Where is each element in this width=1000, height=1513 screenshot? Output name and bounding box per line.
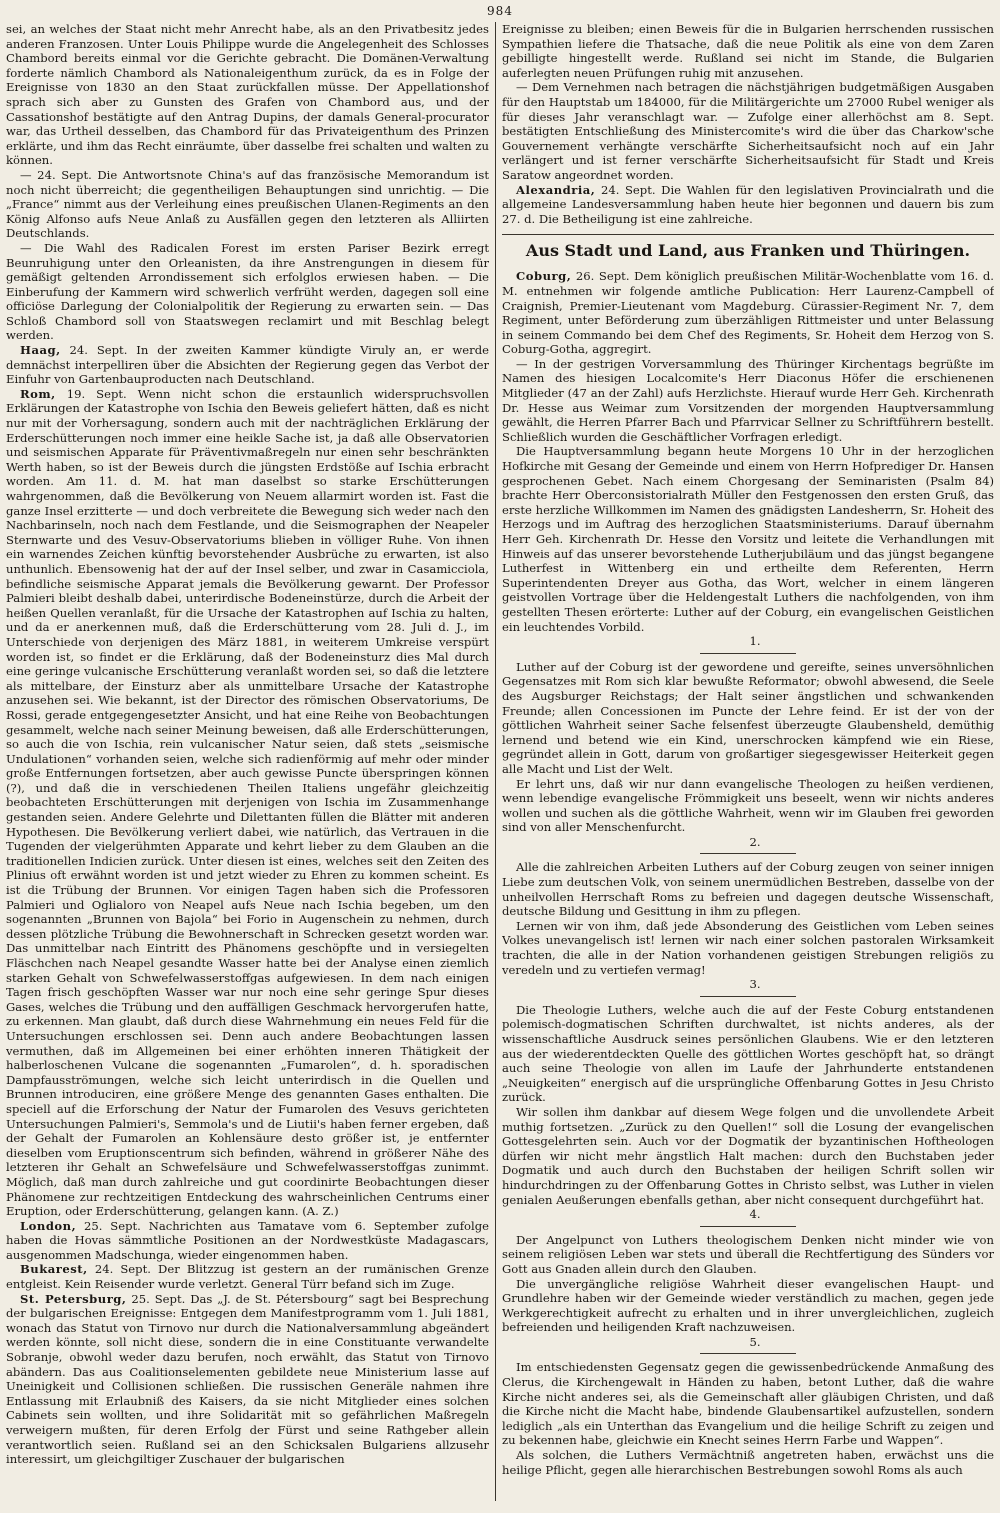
thesis-rule xyxy=(700,996,796,997)
thesis-paragraph: Die unvergängliche religiöse Wahrheit dieser evangelischen Haupt- und Grundlehre haben wir der Gemeinde wieder verständlich zu machen, gegen jede Werkgerechtigkeit aufrecht zu erhalten und in ihrer unvergleichlichen, zugleich befreienden und heiligenden Kraft nachzuweisen. xyxy=(502,1276,994,1335)
article-text: 19. Sept. Wenn nicht schon die erstaunlich widerspruchsvollen Erklärungen der Katastrophe von Ischia den Beweis geliefert hätten, daß es nicht nur mit der Vorhersagung, sondern auch mit der nachträglichen Erklärung der Erderschütterungen noch immer eine heikle Sache ist, ja daß alle Observatorien und seismischen Apparate für Präventivmaßregeln nur einen sehr beschränkten Werth haben, so ist der Beweis durch die jüngsten Erdstöße auf Ischia erbracht worden. Am 11. d. M. hat man daselbst so starke Erschütterungen wahrgenommen, daß die Bevölkerung von Neuem allarmirt worden ist. Fast die ganze Insel erzitterte — und doch verbreitete die Bewegung sich weder nach den Nachbarinseln, noch nach dem Festlande, und die Seismographen der Neapeler Sternwarte und des Vesuv-Observatoriums blieben in völliger Ruhe. Von ihnen ein warnendes Zeichen künftig bevorstehender Ausbrüche zu erwarten, ist also unthunlich. Ebensowenig hat der auf der Insel selber, und zwar in Casamicciola, befindliche seismische Apparat jemals die Bevölkerung gewarnt. Der Professor Palmieri bleibt deshalb dabei, unterirdische Bodeneinstürze, durch die Arbeit der heißen Quellen veranlaßt, für die Ursache der Katastrophen auf Ischia zu halten, und da er anerkennen muß, daß die Erderschütterung vom 28. Juli d. J., im Unterschiede von derjenigen des März 1881, in weiterem Umkreise verspürt worden ist, so findet er die Erklärung, daß der Bodeneinsturz dies Mal durch eine geringe vulcanische Erschütterung veranlaßt worden sei, so daß die letztere als mittelbare, der Einsturz aber als unmittelbare Ursache der Katastrophe anzusehen sei. Wie bekannt, ist der Director des römischen Observatoriums, De Rossi, gerade entgegengesetzter Ansicht, und hat eine Reihe von Beobachtungen gesammelt, welche nach seiner Meinung beweisen, daß alle Erderschütterungen, so auch die von Ischia, rein vulcanischer Natur seien, daß stets „seismische Undulationen“ vorhanden seien, welche sich radienförmig auf mehr oder minder große Entfernungen fortsetzen, aber auch gewisse Puncte überspringen können (?), und daß die in verschiedenen Theilen Italiens ungefähr gleichzeitig beobachteten Erschütterungen mit derjenigen von Ischia im Zusammenhange gestanden seien. Andere Gelehrte und Dilettanten füllen die Blätter mit anderen Hypothesen. Die Bevölkerung verliert dabei, wie natürlich, das Vertrauen in die Tugenden der vielgerühmten Apparate und kehrt lieber zu dem Glauben an die traditionellen Indicien zurück. Unter diesen ist eines, welches seit den Zeiten des Plinius oft erwähnt worden ist und jetzt wieder zu Ehren zu kommen scheint. Es ist die Trübung der Brunnen. Vor einigen Tagen haben sich die Professoren Palmieri und Oglialoro von Neapel aufs Neue nach Ischia begeben, um den sogenannten „Brunnen von Bajola“ bei Forio in Augenschein zu nehmen, durch dessen plötzliche Trübung die Bewohnerschaft in Schrecken gesetzt worden war. Das unmittelbar nach Eintritt des Phänomens geschöpfte und in versiegelten Fläschchen nach Neapel gesandte Wasser hatte bei der Analyse einen ziemlich starken Gehalt von Schwefelwasserstoffgas aufgewiesen. In dem nach einigen Tagen frisch geschöpften Wasser war nur noch eine sehr geringe Spur dieses Gases, welches die Trübung und den auffälligen Geschmack hervorgerufen hatte, zu erkennen. Man glaubt, daß durch diese Wahrnehmung ein neues Feld für die Untersuchungen erschlossen sei. Denn auch andere Beobachtungen lassen vermuthen, daß im Allgemeinen bei einer erhöhten inneren Thätigkeit der halberloschenen Vulcane die sogenannten „Fumarolen“, d. h. sporadischen Dampfausströmungen, welche sich leicht unterirdisch in die Quellen und Brunnen introduciren, eine größere Menge des genannten Gases enthalten. Die speciell auf die Erforschung der Natur der Fumarolen des Vesuvs gerichteten Untersuchungen Palmieri's, Semmola's und de Liutii's haben ferner ergeben, daß der Gehalt der Fumarolen an Kohlensäure desto größer ist, je entfernter dieselben vom Eruptionscentrum sich befinden, während in größerer Nähe des letzteren ihr Gehalt an Schwefelsäure und Schwefelwasserstoffgas zunimmt. Möglich, daß man durch zahlreiche und gut coordinirte Beobachtungen dieser Phänomene zur rechtzeitigen Entdeckung des wahrscheinlichen Centrums einer Eruption, oder Erderschütterung, gelangen kann. (A. Z.) xyxy=(6,386,489,1219)
dateline-place: Rom, xyxy=(20,386,56,401)
article-text: — 24. Sept. Die Antwortsnote China's auf das französische Memorandum ist noch nicht überreicht; die gegentheiligen Behauptungen sind unrichtig. — Die „France“ nimmt aus der Verleihung eines preußischen Ulanen-Regiments an den König Alfonso aufs Neue Anlaß zu Ausfällen gegen den letzteren als Alliirten Deutschlands. xyxy=(6,167,489,241)
article-paragraph xyxy=(502,444,994,634)
thesis-paragraph: Die Theologie Luthers, welche auch die auf der Feste Coburg entstandenen polemisch-dogmatischen Schriften durchwaltet, ist nichts anderes, als der wissenschaftliche Ausdruck seines persönlichen Glaubens. Wie er den letzteren aus der wiederentdeckten Quelle des göttlichen Wortes geschöpft hat, so drängt auch seine Theologie von allen im Laufe der Jahrhunderte entstandenen „Neuigkeiten“ energisch auf die ursprüngliche Offenbarung Gottes in Jesu Christo zurück. xyxy=(502,1002,994,1105)
thesis-paragraph: Als solchen, die Luthers Vermächtniß angetreten haben, erwächst uns die heilige Pflicht, gegen alle hierarchischen Bestrebungen sowohl Roms als auch xyxy=(502,1448,994,1477)
article-paragraph xyxy=(6,387,489,1219)
article-paragraph xyxy=(6,1219,489,1263)
article-text: — Dem Vernehmen nach betragen die nächstjährigen budgetmäßigen Ausgaben für den Hauptstab um 184000, für die Militärgerichte um 27000 Rubel weniger als für dieses Jahr veranschlagt war. — Zufolge einer allerhöchst am 8. Sept. bestätigten Entschließung des Ministercomite's wird die über das Charkow'sche Gouvernement verhängte verschärfte Sicherheitsaufsicht noch auf ein Jahr verlängert und ist ferner verschärfte Sicherheitsaufsicht für Stadt und Kreis Saratow angeordnet worden. xyxy=(502,80,994,182)
thesis-paragraph: Im entschiedensten Gegensatz gegen die gewissenbedrückende Anmaßung des Clerus, die Kirchengewalt in Händen zu haben, betont Luther, daß die wahre Kirche nicht anderes sei, als die Gemeinschaft aller gläubigen Christen, und daß die Kirche nicht die Macht habe, bindende Glaubensartikel aufzustellen, sondern lediglich „als ein Unterthan das Evangelium und die heilige Schrift zu zeigen und zu bekennen habe, gleichwie ein Knecht seines Herrn Farbe und Wappen“. xyxy=(502,1360,994,1448)
article-text: 24. Sept. Die Wahlen für den legislativen Provincialrath und die allgemeine Landesversammlung haben heute hier begonnen und dauern bis zum 27. d. Die Betheiligung ist eine zahlreiche. xyxy=(502,182,994,226)
article-paragraph xyxy=(6,343,489,387)
regional-news-articles xyxy=(502,269,994,634)
thesis-paragraph: Wir sollen ihm dankbar auf diesem Wege folgen und die unvollendete Arbeit muthig fortsetzen. „Zurück zu den Quellen!“ soll die Losung der evangelischen Gottesgelehrten sein. Auch vor der Dogmatik der byzantinischen Hoftheologen dürfen wir nicht mehr ängstlich Halt machen: durch den Buchstaben jeder Dogmatik und auch durch den Buchstaben der heiligen Schrift sollen wir hindurchdringen zu der Offenbarung Gottes in Christo selbst, was Luther in vielen genialen Aeußerungen ebenfalls gethan, aber nicht consequent durchgeführt hat. xyxy=(502,1104,994,1207)
thesis-number: 4. xyxy=(749,1207,761,1222)
dateline-place: Bukarest, xyxy=(20,1262,88,1277)
article-text: 24. Sept. In der zweiten Kammer kündigte Viruly an, er werde demnächst interpelliren über die Absichten der Regierung gegen das Verbot der Einfuhr von Gartenbauproducten nach Deutschland. xyxy=(6,343,489,387)
thesis-paragraph: Der Angelpunct von Luthers theologischem Denken nicht minder wie von seinem religiösen Leben war stets und überall die Rechtfertigung des Sünders vor Gott aus Gnaden allein durch den Glauben. xyxy=(502,1232,994,1276)
article-paragraph xyxy=(6,1262,489,1291)
column-divider xyxy=(495,22,496,1501)
right-column xyxy=(502,22,994,1501)
article-text: 26. Sept. Dem königlich preußischen Militär-Wochenblatte vom 16. d. M. entnehmen wir folgende amtliche Publication: Herr Laurenz-Campbell of Craignish, Premier-Lieutenant vom Magdeburg. Cürassier-Regiment Nr. 7, dem Regiment, unter Beförderung zum überzähligen Rittmeister und unter Belassung in seinem Commando bei dem Chef des Regiments, Sr. Hoheit dem Herzog von S. Coburg-Gotha, aggregirt. xyxy=(502,269,994,357)
article-paragraph xyxy=(502,269,994,357)
dateline-place: Coburg, xyxy=(516,269,572,284)
section-title: Aus Stadt und Land, aus Franken und Thüringen. xyxy=(502,234,994,261)
article-paragraph xyxy=(502,183,994,227)
thesis-rule xyxy=(700,1353,796,1354)
theses-list xyxy=(502,634,994,1477)
dateline-place: Haag, xyxy=(20,343,61,358)
article-text: Die Hauptversammlung begann heute Morgens 10 Uhr in der herzoglichen Hofkirche mit Gesang der Gemeinde und einem von Herrn Hofprediger Dr. Hansen gesprochenen Gebet. Nach einem Chorgesang der Seminaristen (Psalm 84) brachte Herr Oberconsistorialrath Müller den Festgenossen den ersten Gruß, das erste herzliche Willkommen im Namen des gnädigsten Landesherrn, Sr. Hoheit des Herzogs und im Auftrag des herzoglichen Staatsministeriums. Darauf übernahm Herr Geh. Kirchenrath Dr. Hesse den Vorsitz und leitete die Verhandlungen mit Hinweis auf das unserer bevorstehende Lutherjubiläum und das jüngst begangene Lutherfest in Wittenberg ein und ertheilte dem Referenten, Herrn Superintendenten Dreyer aus Gotha, das Wort, welcher in einem längeren geistvollen Vortrage über die Heldengestalt Luthers die nachfolgenden, von ihm gestellten Thesen erörterte: Luther auf der Coburg, ein evangelischen Geistlichen ein leuchtendes Vorbild. xyxy=(502,444,994,634)
article-text: sei, an welches der Staat nicht mehr Anrecht habe, als an den Privatbesitz jedes anderen Franzosen. Unter Louis Philippe wurde die Angelegenheit des Schlosses Chambord bereits einmal vor die Gerichte gebracht. Die Domänen-Verwaltung forderte nämlich Chambord als Nationaleigenthum zurück, da es in Folge der Ereignisse von 1830 an den Staat zurückfallen müsse. Der Appellationshof sprach sich aber zu Gunsten des Grafen von Chambord aus, und der Cassationshof bestätigte auf den Antrag Dupins, der damals General-procurator war, das Urtheil desselben, das Chambord für das Privateigenthum des Prinzen erklärte, und ihm das Recht einräumte, über dasselbe frei schalten und walten zu können. xyxy=(6,22,489,168)
article-paragraph xyxy=(6,241,489,343)
dateline-place: Alexandria, xyxy=(516,182,596,197)
article-text: — In der gestrigen Vorversammlung des Thüringer Kirchentags begrüßte im Namen des hiesigen Localcomite's Herr Diaconus Höfer die erschienenen Mitglieder (47 an der Zahl) aufs Herzlichste. Hierauf wurde Herr Geh. Kirchenrath Dr. Hesse aus Weimar zum Vorsitzenden der morgenden Hauptversammlung gewählt, die Herren Pfarrer Bach und Pfarrvicar Sellner zu Schriftführern bestellt. Schließlich wurden die Geschäftlicher Vorfragen erledigt. xyxy=(502,356,994,444)
article-text: Ereignisse zu bleiben; einen Beweis für die in Bulgarien herrschenden russischen Sympathien liefere die Thatsache, daß die neue Politik als eine von dem Zaren gebilligte hingestellt werde. Rußland sei nicht im Stande, die Bulgarien auferlegten neuen Prüfungen ruhig mit anzusehen. xyxy=(502,22,994,80)
article-paragraph xyxy=(6,168,489,241)
thesis-paragraph: Lernen wir von ihm, daß jede Absonderung des Geistlichen vom Leben seines Volkes unevangelisch ist! lernen wir nach einer solchen pastoralen Wirksamkeit trachten, die alle in der Nation vorhandenen geistigen Strebungen religiös zu veredeln und zu vertiefen vermag! xyxy=(502,918,994,977)
thesis-rule xyxy=(700,1226,796,1227)
thesis-number: 2. xyxy=(749,834,761,849)
article-paragraph xyxy=(6,1292,489,1467)
article-text: 25. Sept. Nachrichten aus Tamatave vom 6. September zufolge haben die Hovas sämmtliche Positionen an der Nordwestküste Madagascars, ausgenommen Madschunga, wieder eingenommen haben. xyxy=(6,1218,489,1262)
article-paragraph xyxy=(502,22,994,80)
thesis-number: 5. xyxy=(749,1334,761,1349)
article-text: 24. Sept. Der Blitzzug ist gestern an der rumänischen Grenze entgleist. Kein Reisender wurde verletzt. General Türr befand sich im Zuge. xyxy=(6,1262,489,1292)
article-text: 25. Sept. Das „J. de St. Pétersbourg“ sagt bei Besprechung der bulgarischen Ereignisse: Entgegen dem Manifestprogramm vom 1. Juli 1881, wonach das Statut von Tirnovo nur durch die Nationalversammlung abgeändert werden könnte, soll nicht diese, sondern die in eine Constituante verwandelte Sobranje, obwohl weder dazu berufen, noch erwählt, das Statut von Tirnovo abändern. Das aus Coalitionselementen gebildete neue Ministerium lasse auf Uneinigkeit und Collisionen schließen. Die russischen Generäle nahmen ihre Entlassung mit Erlaubniß des Kaisers, da sie nicht Mitglieder eines solchen Cabinets sein wollten, und ihre Solidarität mit so gefährlichen Maßregeln verweigern mußten, für deren Erfolg der Fürst und seine Rathgeber allein verantwortlich seien. Rußland sei an den Schicksalen Bulgariens allzusehr interessirt, um gleichgiltiger Zuschauer der bulgarischen xyxy=(6,1291,489,1467)
dateline-place: St. Petersburg, xyxy=(20,1291,127,1306)
thesis-number: 1. xyxy=(749,634,761,649)
article-paragraph xyxy=(502,80,994,182)
dateline-place: London, xyxy=(20,1218,77,1233)
thesis-paragraph: Alle die zahlreichen Arbeiten Luthers auf der Coburg zeugen von seiner innigen Liebe zum deutschen Volk, von seinem unermüdlichen Bestreben, dasselbe von der unheilvollen Herrschaft Roms zu befreien und dagegen deutsche Wissenschaft, deutsche Bildung und Gesittung in ihm zu pflegen. xyxy=(502,860,994,919)
left-column xyxy=(6,22,489,1501)
thesis-rule xyxy=(700,853,796,854)
article-paragraph xyxy=(6,22,489,168)
article-paragraph xyxy=(502,357,994,445)
thesis-rule xyxy=(700,653,796,654)
article-text: — Die Wahl des Radicalen Forest im ersten Pariser Bezirk erregt Beunruhigung unter den Orleanisten, da ihre Anstrengungen in diesem für gemäßigt geltenden Arrondissement sich erfolglos erwiesen haben. — Die Einberufung der Kammern wird schwerlich verfrüht werden, dagegen soll eine officiöse Darlegung der Colonialpolitik der Regierung zu erwarten sein. — Das Schloß Chambord soll von Staatswegen reclamirt und mit Beschlag belegt werden. xyxy=(6,240,489,343)
page-number: 984 xyxy=(487,4,513,18)
right-column-top-articles xyxy=(502,22,994,226)
thesis-paragraph: Luther auf der Coburg ist der gewordene und gereifte, seines unversöhnlichen Gegensatzes mit Rom sich klar bewußte Reformator; obwohl abwesend, die Seele des Augsburger Reichstags; der Halt seiner ängstlichen und schwankenden Freunde; allen Concessionen im Puncte der Lehre feind. Er ist der von der göttlichen Wahrheit seiner Sache felsenfest überzeugte Glaubensheld, demüthig lernend und betend wie ein Kind, unerschrocken kämpfend wie ein Riese, gegründet allein in Gott, darum von großartiger siegesgewisser Heiterkeit gegen alle Macht und List der Welt. xyxy=(502,659,994,776)
thesis-paragraph: Er lehrt uns, daß wir nur dann evangelische Theologen zu heißen verdienen, wenn lebendige evangelische Frömmigkeit uns beseelt, wenn wir nichts anderes wollen und suchen als die göttliche Wahrheit, wenn wir im Glauben frei geworden sind von aller Menschenfurcht. xyxy=(502,776,994,835)
thesis-number: 3. xyxy=(749,977,761,992)
